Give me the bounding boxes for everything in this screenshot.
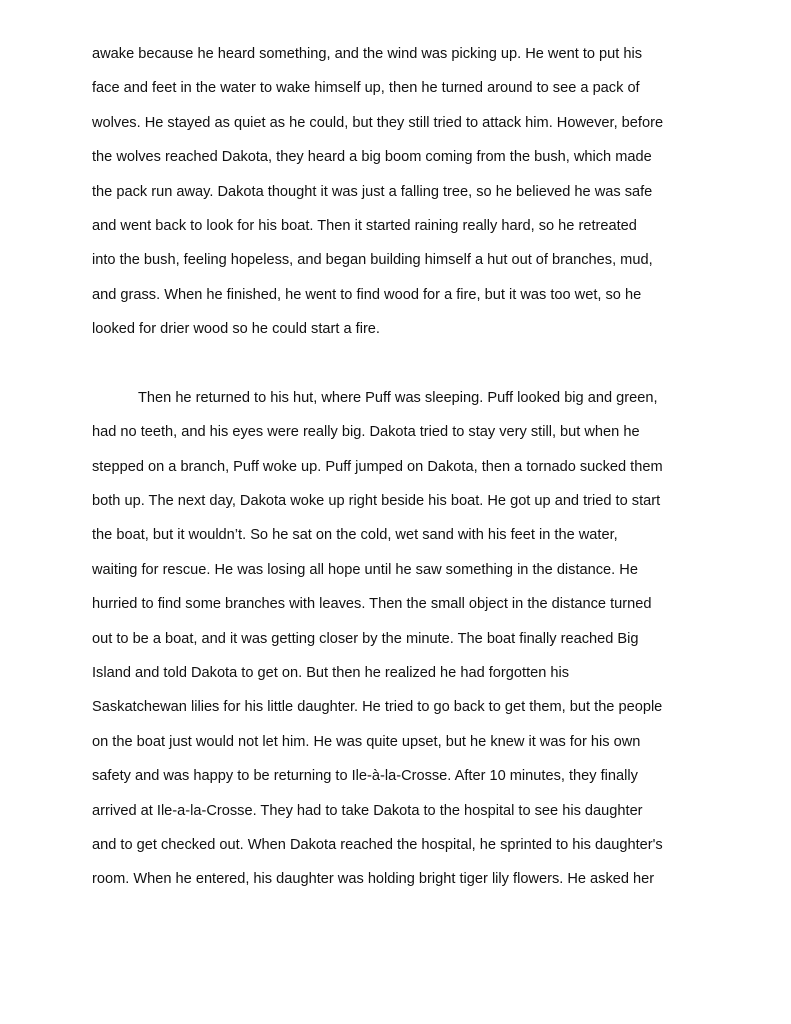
text-line: into the bush, feeling hopeless, and began building himself a hut out of branches, mud,	[92, 252, 653, 269]
text-line: and to get checked out. When Dakota reached the hospital, he sprinted to his daughter's	[92, 836, 663, 853]
text-line: both up. The next day, Dakota woke up right beside his boat. He got up and tried to start	[92, 493, 661, 510]
text-line: looked for drier wood so he could start a fire.	[92, 321, 380, 338]
paragraph-2	[92, 386, 712, 902]
text-line: the pack run away. Dakota thought it was just a falling tree, so he believed he was safe	[92, 183, 653, 200]
text-line: the boat, but it wouldn’t. So he sat on the cold, wet sand with his feet in the water,	[92, 527, 618, 544]
text-line: Island and told Dakota to get on. But then he realized he had forgotten his	[92, 665, 570, 682]
text-line: room. When he entered, his daughter was holding bright tiger lily flowers. He asked her	[92, 871, 655, 888]
text-line: and went back to look for his boat. Then it started raining really hard, so he retreated	[92, 217, 637, 234]
text-line: Then he returned to his hut, where Puff was sleeping. Puff looked big and green,	[138, 389, 658, 406]
text-line: arrived at Ile-a-la-Crosse. They had to take Dakota to the hospital to see his daughter	[92, 802, 643, 819]
text-line: out to be a boat, and it was getting closer by the minute. The boat finally reached Big	[92, 630, 639, 647]
text-line: hurried to find some branches with leaves. Then the small object in the distance turned	[92, 596, 652, 613]
document-page	[92, 42, 712, 902]
text-line: stepped on a branch, Puff woke up. Puff jumped on Dakota, then a tornado sucked them	[92, 458, 663, 475]
text-line: and grass. When he finished, he went to find wood for a fire, but it was too wet, so he	[92, 286, 642, 303]
paragraph-1	[92, 42, 712, 352]
text-line: Saskatchewan lilies for his little daughter. He tried to go back to get them, but the people	[92, 699, 663, 716]
paragraph-spacer	[92, 352, 712, 386]
text-line: safety and was happy to be returning to Ile-à-la-Crosse. After 10 minutes, they finally	[92, 768, 638, 785]
text-line: awake because he heard something, and the wind was picking up. He went to put his	[92, 46, 643, 62]
text-line: wolves. He stayed as quiet as he could, but they still tried to attack him. However, before	[92, 114, 664, 131]
text-line: on the boat just would not let him. He was quite upset, but he knew it was for his own	[92, 733, 641, 750]
text-line: had no teeth, and his eyes were really big. Dakota tried to stay very still, but when he	[92, 424, 640, 441]
text-line: face and feet in the water to wake himself up, then he turned around to see a pack of	[92, 80, 640, 97]
text-line: waiting for rescue. He was losing all hope until he saw something in the distance. He	[92, 561, 638, 578]
text-line: the wolves reached Dakota, they heard a big boom coming from the bush, which made	[92, 149, 652, 166]
